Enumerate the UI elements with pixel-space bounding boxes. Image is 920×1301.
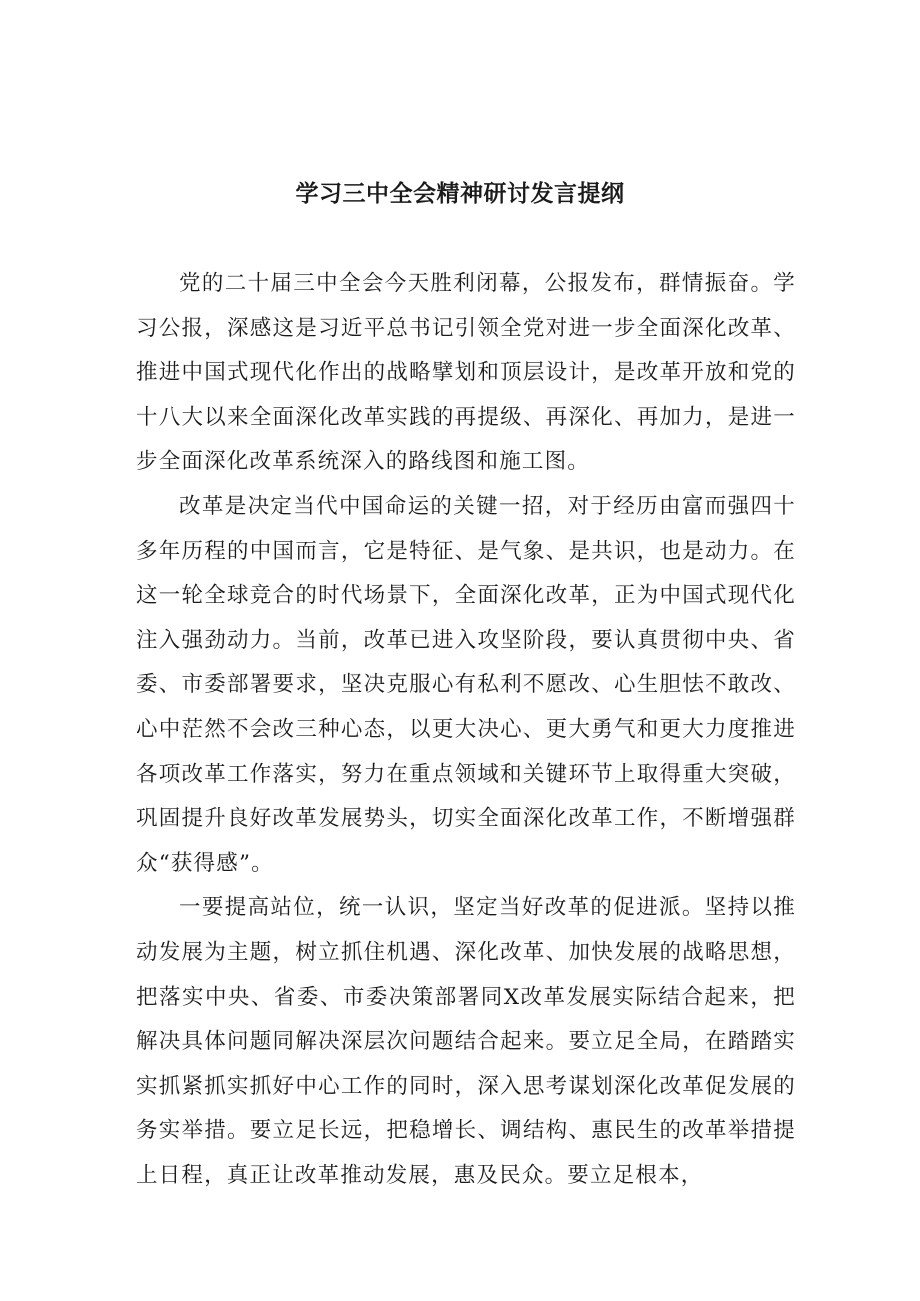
document-title: 学习三中全会精神研讨发言提纲 xyxy=(295,181,625,207)
paragraph-3: 一要提高站位，统一认识，坚定当好改革的促进派。坚持以推动发展为主题，树立抓住机遇、深化改革、加快发展的战略思想，把落实中央、省委、市委决策部署同X改革发展实际结合起来，把解决具体问题同解决深层次问题结合起来。要立足全局，在踏踏实实抓紧抓实抓好中心工作的同时，深入思考谋划深化改革促发展的务实举措。要立足长远，把稳增长、调结构、惠民生的改革举措提上日程，真正让改革推动发展，惠及民众。要立足根本， xyxy=(136,895,796,1188)
document-body xyxy=(136,262,796,1198)
paragraph-2: 改革是决定当代中国命运的关键一招，对于经历由富而强四十多年历程的中国而言，它是特征、是气象、是共识，也是动力。在这一轮全球竞合的时代场景下，全面深化改革，正为中国式现代化注入强劲动力。当前，改革已进入攻坚阶段，要认真贯彻中央、省委、市委部署要求，坚决克服心有私利不愿改、心生胆怯不敢改、心中茫然不会改三种心态，以更大决心、更大勇气和更大力度推进各项改革工作落实，努力在重点领域和关键环节上取得重大突破，巩固提升良好改革发展势头，切实全面深化改革工作，不断增强群众“获得感”。 xyxy=(136,493,796,876)
paragraph-1: 党的二十届三中全会今天胜利闭幕，公报发布，群情振奋。学习公报，深感这是习近平总书记引领全党对进一步全面深化改革、推进中国式现代化作出的战略擘划和顶层设计，是改革开放和党的十八大以来全面深化改革实践的再提级、再深化、再加力，是进一步全面深化改革系统深入的路线图和施工图。 xyxy=(136,271,796,475)
